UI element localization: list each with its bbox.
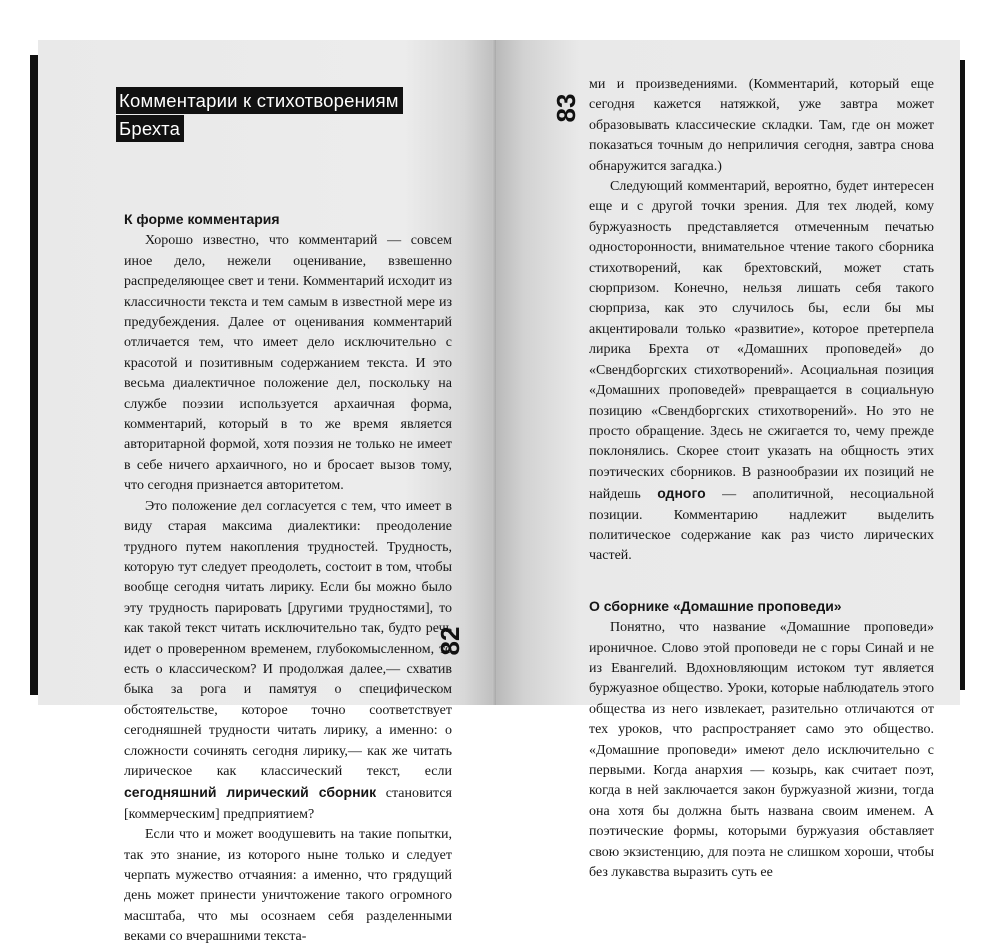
bold-emphasis: сегодняшний лирический сборник	[124, 784, 377, 801]
page-number-right: 83	[551, 93, 581, 123]
left-text-column	[124, 209, 452, 948]
chapter-title-line-1: Комментарии к стихотворениям	[116, 87, 403, 114]
section-heading: О сборнике «Домашние проповеди»	[589, 597, 842, 614]
right-page	[496, 40, 960, 881]
left-page	[38, 40, 496, 945]
chapter-title-line-2: Брехта	[116, 115, 184, 142]
paragraph: Следующий комментарий, вероятно, будет интересен еще и с другой точки зрения. Для тех людей, кому буржуазность представляется отмеченным печатью односторонности, внимательное чтение такого сборника стихотворений, как брехтовский, может стать сюрпризом. Конечно, нельзя лишать себя такого сюрприза, как это случилось бы, если бы мы акцентировали только «развитие», которое претерпела лирика Брехта от «Домашних проповедей» до «Свендборгских стихотворений». Асоциальная позиция «Домашних проповедей» превращается в социальную позицию «Свендборгских стихотворений». Но это не просто обращение. Здесь не сжигается то, чему прежде поклонялись. Скорее стоит указать на общность этих поэтических сборников. В разнообразии их позиций не найдешь одного — аполитичной, несоциальной позиции. Комментарию надлежит выделить политическое содержание как раз чисто лирических частей.	[589, 179, 934, 564]
right-text-column	[589, 75, 934, 883]
page-number-left: 82	[435, 626, 465, 656]
section-heading: К форме комментария	[124, 211, 280, 227]
paragraph: ми и произведениями. (Комментарий, который еще сегодня кажется натяжкой, уже завтра может образовывать классические складки. Там, где он может показаться точным до неприличия сегодня, завтра снова обнаружится загадка.)	[589, 77, 934, 174]
paragraph: Это положение дел согласуется с тем, что имеет в виду старая максима диалектики: преодоление трудного путем накопления трудностей. Трудность, которую тут следует преодолеть, состоит в том, чтобы вообще сегодня читать лирику. Если бы можно было эту трудность парировать [другими трудностями], то как такой текст читать исключительно так, будто речь идет о проверенном временем, глубокомысленном, то есть о классическом? И продолжая далее,— схватив быка за рога и памятуя о специфическом обстоятельстве, которое точно соответствует сегодняшней трудности читать лирику, а именно: о сложности сочинять сегодня лирику,— как же читать лирическое как классический текст, если сегодняшний лирический сборник становится [коммерческим] предприятием?	[124, 498, 452, 822]
paragraph: Понятно, что название «Домашние проповеди» ироничное. Слово этой проповеди не с горы Синай и не из Евангелий. Вдохновляющим истоком тут является буржуазное общество. Уроки, которые наблюдатель этого общества из него извлекает, разительно отличаются от тех уроков, что распространяет само это общество. «Домашние проповеди» имеют дело исключительно с первыми. Когда анархия — козырь, как считает поэт, когда в ней заключается закон буржуазной жизни, тогда она хотя бы должна быть названа своим именем. А поэтические формы, которыми буржуазия обставляет свою экзистенцию, для поэта не слишком хороши, чтобы без лукавства выразить суть ее	[589, 620, 934, 881]
bold-emphasis: одного	[657, 485, 706, 502]
paragraph: Хорошо известно, что комментарий — совсем иное дело, нежели оценивание, взвешенно распределяющее свет и тени. Комментарий исходит из классичности текста и тем самым в известной мере из предубеждения. Далее от оценивания комментарий отличается тем, что имеет дело исключительно с красотой и позитивным содержанием текста. И это весьма диалектичное положение дел, поскольку на службе поэзии используется архаичная форма, комментарий, который в то же время является авторитарной формой, хотя поэзия не только не имеет в себе ничего архаичного, но и бросает вызов тому, что сегодня признается авторитетом.	[124, 233, 452, 494]
chapter-title	[116, 87, 403, 143]
paragraph: Если что и может воодушевить на такие попытки, так это знание, из которого ныне только и следует черпать мужество отчаяния: а именно, что грядущий день может принести уничтожение такого огромного масштаба, что мы осознаем себя разделенными веками со вчерашними текста-	[124, 827, 452, 945]
